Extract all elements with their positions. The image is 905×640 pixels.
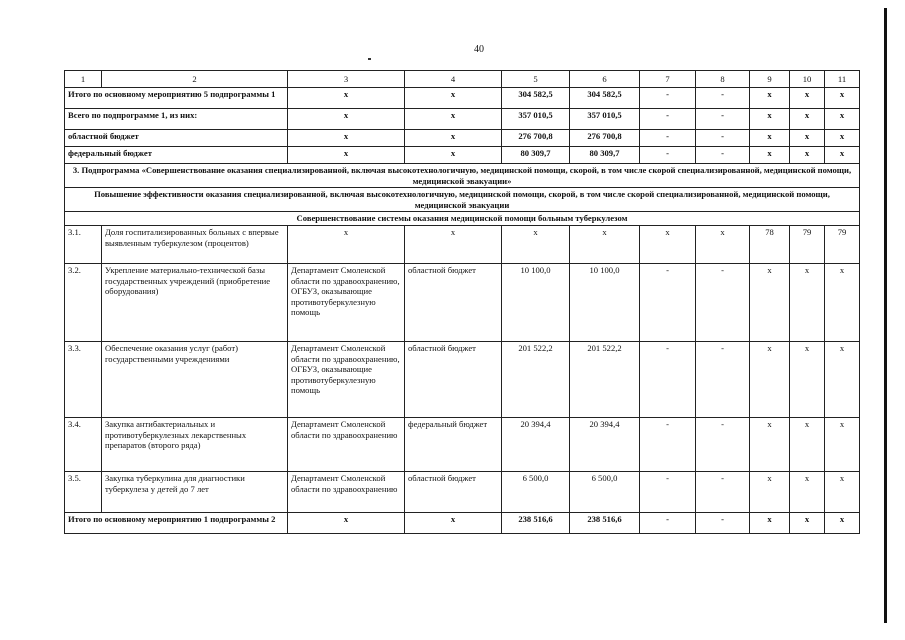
scan-mark	[368, 58, 371, 60]
header-cell: 4	[405, 71, 502, 88]
cell: -	[640, 341, 696, 417]
row-label: Всего по подпрограмме 1, из них:	[65, 109, 288, 130]
cell: х	[502, 225, 570, 263]
cell: х	[790, 147, 825, 164]
cell: х	[750, 88, 790, 109]
cell: х	[288, 88, 405, 109]
subtotal-row	[65, 130, 860, 147]
cell: -	[640, 130, 696, 147]
table-row	[65, 417, 860, 471]
source-cell: областной бюджет	[405, 471, 502, 512]
cell: -	[640, 88, 696, 109]
cell: х	[825, 109, 860, 130]
cell: -	[696, 147, 750, 164]
header-cell: 6	[570, 71, 640, 88]
page-edge-line	[884, 8, 887, 623]
header-cell: 8	[696, 71, 750, 88]
executor-cell: Департамент Смоленской области по здравоохранению, ОГБУЗ, оказывающие противотуберкулезную помощь	[288, 263, 405, 341]
row-number: 3.4.	[65, 417, 102, 471]
cell: х	[750, 417, 790, 471]
row-name: Доля госпитализированных больных с впервые выявленным туберкулезом (процентов)	[102, 225, 288, 263]
subtotal-row	[65, 88, 860, 109]
cell: -	[696, 263, 750, 341]
cell: х	[288, 147, 405, 164]
cell: 276 700,8	[570, 130, 640, 147]
cell: х	[790, 109, 825, 130]
header-cell: 5	[502, 71, 570, 88]
source-cell: областной бюджет	[405, 341, 502, 417]
cell: -	[696, 417, 750, 471]
cell: х	[288, 130, 405, 147]
source-cell: областной бюджет	[405, 263, 502, 341]
header-cell: 3	[288, 71, 405, 88]
row-label: областной бюджет	[65, 130, 288, 147]
cell: 276 700,8	[502, 130, 570, 147]
cell: -	[640, 263, 696, 341]
section-row	[65, 164, 860, 188]
cell: х	[750, 109, 790, 130]
executor-cell: Департамент Смоленской области по здравоохранению, ОГБУЗ, оказывающие противотуберкулезную помощь	[288, 341, 405, 417]
header-cell: 11	[825, 71, 860, 88]
cell: х	[825, 417, 860, 471]
cell: -	[640, 471, 696, 512]
cell: -	[696, 471, 750, 512]
budget-table	[64, 70, 860, 534]
cell: х	[825, 88, 860, 109]
section-row	[65, 212, 860, 226]
cell: х	[790, 263, 825, 341]
cell: х	[405, 512, 502, 533]
cell: х	[640, 225, 696, 263]
cell: х	[405, 130, 502, 147]
cell: 80 309,7	[570, 147, 640, 164]
row-label: федеральный бюджет	[65, 147, 288, 164]
cell: -	[696, 130, 750, 147]
row-name: Обеспечение оказания услуг (работ) государственными учреждениями	[102, 341, 288, 417]
cell: 10 100,0	[570, 263, 640, 341]
row-number: 3.5.	[65, 471, 102, 512]
cell: 238 516,6	[502, 512, 570, 533]
cell: х	[405, 109, 502, 130]
cell: х	[790, 471, 825, 512]
cell: х	[790, 417, 825, 471]
executor-cell: х	[288, 225, 405, 263]
cell: 238 516,6	[570, 512, 640, 533]
row-label: Итого по основному мероприятию 1 подпрограммы 2	[65, 512, 288, 533]
cell: 201 522,2	[502, 341, 570, 417]
cell: -	[640, 147, 696, 164]
cell: 201 522,2	[570, 341, 640, 417]
cell: х	[790, 130, 825, 147]
cell: х	[790, 341, 825, 417]
cell: х	[790, 512, 825, 533]
cell: -	[696, 512, 750, 533]
cell: 79	[825, 225, 860, 263]
section-row	[65, 188, 860, 212]
cell: х	[405, 88, 502, 109]
cell: 6 500,0	[502, 471, 570, 512]
cell: х	[825, 341, 860, 417]
cell: х	[750, 263, 790, 341]
table-row	[65, 471, 860, 512]
executor-cell: Департамент Смоленской области по здравоохранению	[288, 471, 405, 512]
total-row	[65, 512, 860, 533]
subtotal-row	[65, 147, 860, 164]
header-row	[65, 71, 860, 88]
cell: 79	[790, 225, 825, 263]
cell: 20 394,4	[502, 417, 570, 471]
cell: х	[405, 147, 502, 164]
cell: 20 394,4	[570, 417, 640, 471]
cell: х	[750, 130, 790, 147]
row-name: Закупка антибактериальных и противотуберкулезных лекарственных препаратов (второго ряда)	[102, 417, 288, 471]
row-name: Укрепление материально-технической базы государственных учреждений (приобретение оборудования)	[102, 263, 288, 341]
cell: х	[790, 88, 825, 109]
source-cell: федеральный бюджет	[405, 417, 502, 471]
cell: х	[750, 471, 790, 512]
header-cell: 10	[790, 71, 825, 88]
cell: х	[570, 225, 640, 263]
cell: 10 100,0	[502, 263, 570, 341]
subtotal-row	[65, 109, 860, 130]
row-number: 3.3.	[65, 341, 102, 417]
cell: 304 582,5	[570, 88, 640, 109]
header-cell: 9	[750, 71, 790, 88]
row-number: 3.2.	[65, 263, 102, 341]
cell: -	[640, 109, 696, 130]
cell: -	[696, 88, 750, 109]
cell: х	[825, 512, 860, 533]
cell: 80 309,7	[502, 147, 570, 164]
cell: х	[825, 263, 860, 341]
page-number: 40	[474, 44, 484, 55]
row-label: Итого по основному мероприятию 5 подпрограммы 1	[65, 88, 288, 109]
row-number: 3.1.	[65, 225, 102, 263]
table-row	[65, 225, 860, 263]
cell: 304 582,5	[502, 88, 570, 109]
cell: х	[750, 341, 790, 417]
header-cell: 1	[65, 71, 102, 88]
cell: -	[696, 341, 750, 417]
cell: х	[696, 225, 750, 263]
table-row	[65, 263, 860, 341]
cell: х	[750, 147, 790, 164]
cell: х	[825, 130, 860, 147]
cell: -	[640, 512, 696, 533]
table-row	[65, 341, 860, 417]
cell: 6 500,0	[570, 471, 640, 512]
row-name: Закупка туберкулина для диагностики туберкулеза у детей до 7 лет	[102, 471, 288, 512]
cell: х	[750, 512, 790, 533]
header-cell: 2	[102, 71, 288, 88]
cell: 357 010,5	[570, 109, 640, 130]
goal-title: Повышение эффективности оказания специализированной, включая высокотехнологичную, медицинской помощи, скорой, в том числе скорой специализированной, медицинской помощи, медицинской эвакуации	[65, 188, 860, 212]
cell: 357 010,5	[502, 109, 570, 130]
cell: х	[825, 471, 860, 512]
subprogram-title: 3. Подпрограмма «Совершенствование оказания специализированной, включая высокотехнологичную, медицинской помощи, скорой, в том числе скорой специализированной, медицинской помощи, медицинской эвакуации»	[65, 164, 860, 188]
cell: -	[696, 109, 750, 130]
source-cell: х	[405, 225, 502, 263]
cell: х	[288, 109, 405, 130]
activity-title: Совершенствование системы оказания медицинской помощи больным туберкулезом	[65, 212, 860, 226]
executor-cell: Департамент Смоленской области по здравоохранению	[288, 417, 405, 471]
cell: х	[288, 512, 405, 533]
cell: 78	[750, 225, 790, 263]
header-cell: 7	[640, 71, 696, 88]
cell: -	[640, 417, 696, 471]
cell: х	[825, 147, 860, 164]
